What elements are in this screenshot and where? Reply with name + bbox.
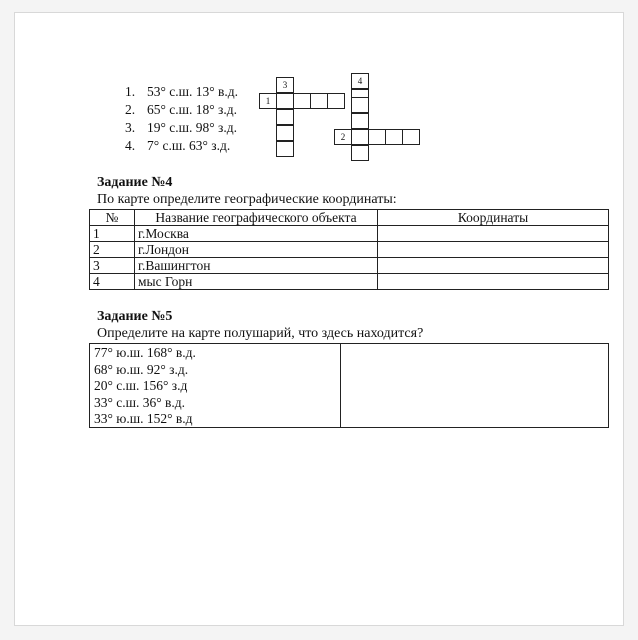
column-header-name: Название географического объекта bbox=[135, 210, 378, 226]
crossword-cell[interactable] bbox=[276, 125, 294, 141]
worksheet-page bbox=[14, 12, 624, 626]
coordinates-table bbox=[89, 209, 609, 290]
cell-label-2: 2 bbox=[334, 129, 352, 145]
column-divider bbox=[340, 344, 341, 427]
crossword-cell[interactable] bbox=[293, 93, 311, 109]
cell-label-4: 4 bbox=[351, 73, 369, 89]
column-header-coordinates: Координаты bbox=[378, 210, 609, 226]
crossword-cell[interactable] bbox=[351, 113, 369, 129]
crossword-cell[interactable] bbox=[385, 129, 403, 145]
clue-4: 4. 7° с.ш. 63° з.д. bbox=[125, 138, 231, 153]
list-item: 20° с.ш. 156° з.д bbox=[94, 378, 188, 393]
table-row bbox=[90, 242, 609, 258]
crossword-clues bbox=[125, 83, 238, 155]
row-coordinates-cell[interactable] bbox=[378, 242, 609, 258]
crossword-cell[interactable] bbox=[276, 109, 294, 125]
task5-instruction: Определите на карте полушарий, что здесь находится? bbox=[97, 326, 424, 341]
list-item: 33° ю.ш. 152° в.д bbox=[94, 411, 193, 426]
row-object-name: г.Вашингтон bbox=[135, 258, 378, 274]
table-row bbox=[90, 226, 609, 242]
crossword-cell[interactable] bbox=[368, 129, 386, 145]
row-number: 1 bbox=[90, 226, 135, 242]
column-header-number: № bbox=[90, 210, 135, 226]
list-item: 68° ю.ш. 92° з.д. bbox=[94, 361, 189, 377]
task5-heading: Задание №5 bbox=[97, 309, 173, 324]
clue-1: 1. 53° с.ш. 13° в.д. bbox=[125, 84, 239, 99]
table-row bbox=[90, 258, 609, 274]
crossword-cell[interactable] bbox=[276, 93, 294, 109]
row-coordinates-cell[interactable] bbox=[378, 258, 609, 274]
list-item: 33° с.ш. 36° в.д. bbox=[94, 394, 186, 410]
row-number: 3 bbox=[90, 258, 135, 274]
crossword-cell[interactable] bbox=[327, 93, 345, 109]
crossword-cell[interactable] bbox=[351, 129, 369, 145]
cell-label-3: 3 bbox=[276, 77, 294, 93]
hemisphere-table bbox=[89, 343, 609, 428]
crossword-cell[interactable] bbox=[310, 93, 328, 109]
crossword-cell[interactable] bbox=[402, 129, 420, 145]
task4-instruction: По карте определите географические координаты: bbox=[97, 192, 397, 207]
table-row bbox=[90, 274, 609, 290]
row-object-name: г.Лондон bbox=[135, 242, 378, 258]
row-object-name: мыс Горн bbox=[135, 274, 378, 290]
table-header-row bbox=[90, 210, 609, 226]
crossword-cell[interactable] bbox=[351, 97, 369, 113]
row-number: 4 bbox=[90, 274, 135, 290]
clue-3: 3. 19° с.ш. 98° з.д. bbox=[125, 120, 238, 135]
cell-label-1: 1 bbox=[259, 93, 277, 109]
row-number: 2 bbox=[90, 242, 135, 258]
crossword-cell[interactable] bbox=[276, 141, 294, 157]
row-object-name: г.Москва bbox=[135, 226, 378, 242]
list-item: 77° ю.ш. 168° в.д. bbox=[94, 345, 196, 360]
row-coordinates-cell[interactable] bbox=[378, 226, 609, 242]
row-coordinates-cell[interactable] bbox=[378, 274, 609, 290]
clue-2: 2. 65° с.ш. 18° з.д. bbox=[125, 102, 238, 117]
coordinates-list bbox=[94, 345, 196, 428]
task4-heading: Задание №4 bbox=[97, 175, 173, 190]
crossword-cell[interactable] bbox=[351, 145, 369, 161]
